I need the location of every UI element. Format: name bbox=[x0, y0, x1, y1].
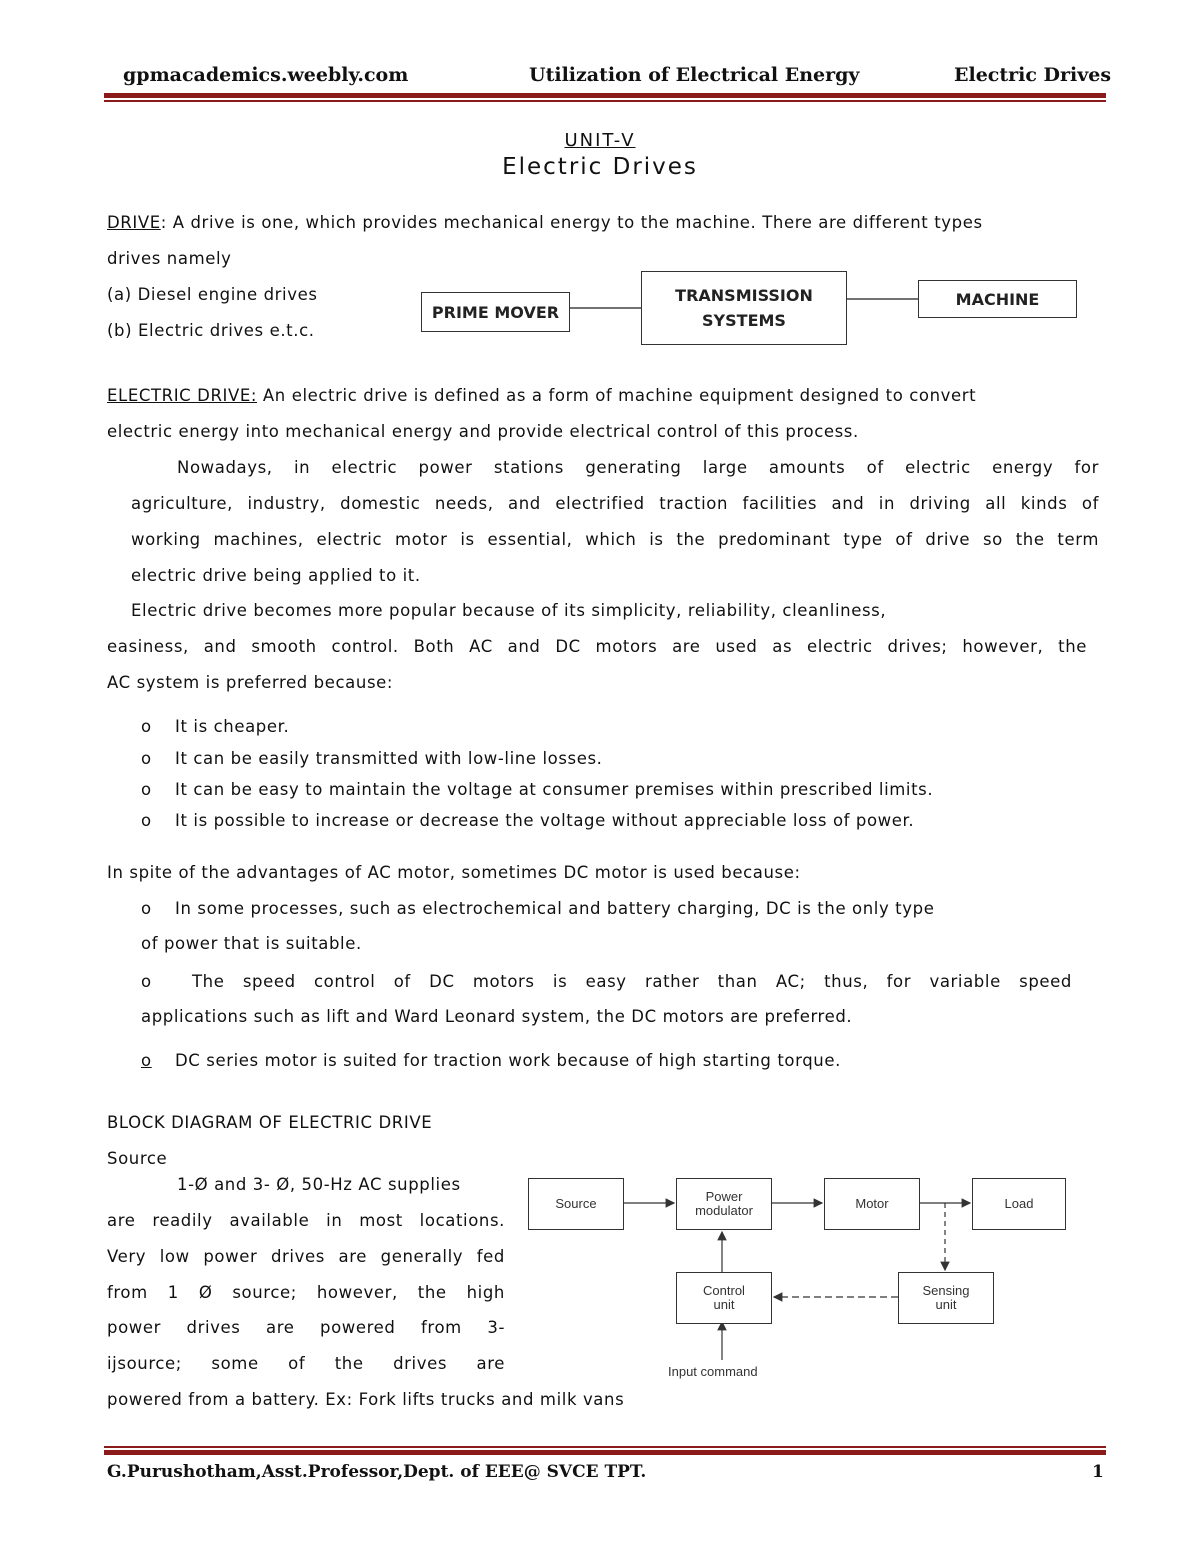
prime-mover-box: PRIME MOVER bbox=[421, 292, 570, 332]
header-topic: Electric Drives bbox=[954, 64, 1112, 86]
text-line: from 1 Ø source; however, the high bbox=[107, 1283, 505, 1302]
footer-author: G.Purushotham,Asst.Professor,Dept. of EEE@ SVCE TPT. bbox=[107, 1462, 647, 1482]
drive-item-a: (a) Diesel engine drives bbox=[107, 285, 318, 304]
drive-term: DRIVE bbox=[107, 213, 161, 232]
header-rule-thin bbox=[104, 100, 1106, 102]
source-box: Source bbox=[528, 1178, 624, 1230]
text-line: AC system is preferred because: bbox=[107, 673, 394, 692]
list-item: o It can be easy to maintain the voltage at consumer premises within prescribed limits. bbox=[141, 780, 934, 799]
text-line: Nowadays, in electric power stations generating large amounts of electric energy for bbox=[177, 458, 1099, 477]
control-unit-box: Control unit bbox=[676, 1272, 772, 1324]
motor-box: Motor bbox=[824, 1178, 920, 1230]
sensing-unit-box: Sensing unit bbox=[898, 1272, 994, 1324]
footer-rule bbox=[104, 1450, 1106, 1455]
header-rule bbox=[104, 93, 1106, 98]
electric-drive-definition: ELECTRIC DRIVE: An electric drive is defined as a form of machine equipment designed to convert bbox=[107, 386, 977, 405]
unit-title: UNIT-V bbox=[564, 130, 636, 151]
list-item: o DC series motor is suited for traction work because of high starting torque. bbox=[141, 1051, 841, 1070]
header-site: gpmacademics.weebly.com bbox=[123, 64, 409, 86]
transmission-box: TRANSMISSION SYSTEMS bbox=[641, 271, 847, 345]
text-line: power drives are powered from 3- bbox=[107, 1318, 505, 1337]
page-title: Electric Drives bbox=[502, 154, 698, 180]
list-item: o It can be easily transmitted with low-line losses. bbox=[141, 749, 603, 768]
text-line: of power that is suitable. bbox=[141, 934, 362, 953]
drive-line2: drives namely bbox=[107, 249, 232, 268]
input-command-label: Input command bbox=[668, 1364, 758, 1379]
text-line: applications such as lift and Ward Leonard system, the DC motors are preferred. bbox=[141, 1007, 853, 1026]
page-number: 1 bbox=[1092, 1462, 1104, 1482]
text-line: The speed control of DC motors is easy rather than AC; thus, for variable speed bbox=[192, 972, 1072, 991]
list-item: o It is cheaper. bbox=[141, 717, 290, 736]
header-subject: Utilization of Electrical Energy bbox=[529, 64, 860, 86]
machine-box: MACHINE bbox=[918, 280, 1077, 318]
power-modulator-box: Power modulator bbox=[676, 1178, 772, 1230]
list-item: o In some processes, such as electrochemical and battery charging, DC is the only type bbox=[141, 899, 935, 918]
drive-text: : A drive is one, which provides mechanical energy to the machine. There are different types bbox=[160, 213, 983, 232]
text-line: easiness, and smooth control. Both AC and DC motors are used as electric drives; however, the bbox=[107, 637, 1087, 656]
load-box: Load bbox=[972, 1178, 1066, 1230]
footer-rule-thin bbox=[104, 1446, 1106, 1448]
text-line: 1-Ø and 3- Ø, 50-Hz AC supplies bbox=[177, 1175, 461, 1194]
text-line: Electric drive becomes more popular because of its simplicity, reliability, cleanliness, bbox=[131, 601, 887, 620]
text-line: electric energy into mechanical energy and provide electrical control of this process. bbox=[107, 422, 859, 441]
text-line: Very low power drives are generally fed bbox=[107, 1247, 505, 1266]
text-line: agriculture, industry, domestic needs, and electrified traction facilities and in driving all kinds of bbox=[131, 494, 1099, 513]
text-line: working machines, electric motor is essential, which is the predominant type of drive so the term bbox=[131, 530, 1099, 549]
text-line: ijsource; some of the drives are bbox=[107, 1354, 505, 1373]
drive-item-b: (b) Electric drives e.t.c. bbox=[107, 321, 315, 340]
drive-definition bbox=[107, 205, 983, 241]
text-line: powered from a battery. Ex: Fork lifts trucks and milk vans bbox=[107, 1390, 625, 1409]
section-subheading: Source bbox=[107, 1149, 168, 1168]
list-item: o It is possible to increase or decrease the voltage without appreciable loss of power. bbox=[141, 811, 915, 830]
section-heading: BLOCK DIAGRAM OF ELECTRIC DRIVE bbox=[107, 1113, 433, 1132]
text-line: are readily available in most locations. bbox=[107, 1211, 505, 1230]
text-line: In spite of the advantages of AC motor, sometimes DC motor is used because: bbox=[107, 863, 801, 882]
bullet-marker: o bbox=[141, 972, 152, 991]
electric-drive-term: ELECTRIC DRIVE: bbox=[107, 386, 258, 405]
text-line: electric drive being applied to it. bbox=[131, 566, 421, 585]
